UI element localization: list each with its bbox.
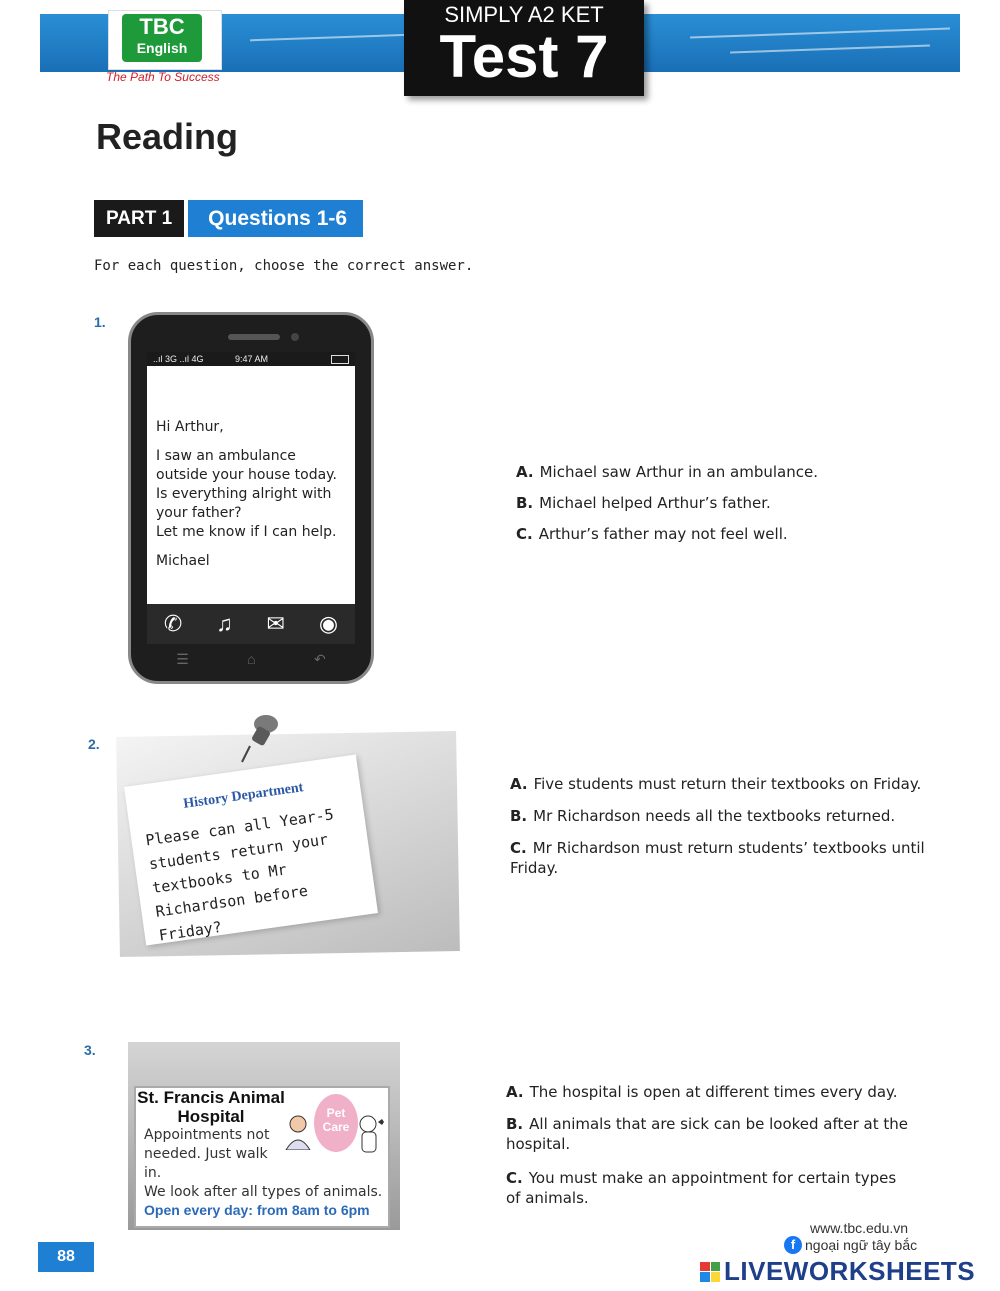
tagline: The Path To Success [106,70,220,84]
logo-line1: TBC [139,14,185,39]
sign-text-2: We look after all types of animals. [144,1184,383,1200]
doctor-icon [284,1114,312,1150]
status-time: 9:47 AM [235,354,269,364]
menu-icon: ☰ [176,650,189,667]
liveworksheets-watermark [700,1256,975,1287]
option-letter: A. [506,1083,524,1101]
phone-dock [147,604,355,644]
option-text: The hospital is open at different times every day. [529,1083,898,1101]
note-heading: History Department [182,780,305,812]
page-number: 88 [38,1242,94,1272]
banner-streak [690,27,950,38]
globe-icon: ◉ [318,611,339,636]
pet-care-logo: Pet Care [314,1094,358,1152]
option-text: Five students must return their textbooks on Friday. [533,775,922,793]
website-link[interactable]: www.tbc.edu.vn [810,1220,909,1236]
message-signature: Michael [156,553,210,569]
option-letter: B. [506,1115,524,1133]
phone-status-bar [147,352,355,366]
question-number-1: 1. [94,314,106,330]
option-text: All animals that are sick can be looked after at the hospital. [506,1115,909,1153]
option-text: Arthur’s father may not feel well. [538,525,788,543]
option-letter: C. [510,839,527,857]
sign-hours: Open every day: from 8am to 6pm [144,1202,370,1218]
page-title: Reading [96,116,239,157]
battery-icon [331,355,349,364]
liveworksheets-icon [700,1262,720,1282]
facebook-icon: f [784,1236,802,1254]
option-text: You must make an appointment for certain types of animals. [506,1169,897,1207]
sign-text-1: Appointments not needed. Just walk in. [144,1127,270,1181]
option-letter: A. [510,775,528,793]
question-number-2: 2. [88,736,100,752]
q2-option-b[interactable] [510,806,895,826]
pushpin-icon [240,710,284,766]
option-letter: B. [510,807,528,825]
dog-icon [356,1112,386,1156]
mail-icon: ✉ [266,611,285,636]
test-label: Test 7 [439,23,609,90]
home-icon: ⌂ [247,651,256,667]
phone-icon: ✆ [163,611,183,636]
q3-option-c[interactable] [506,1168,906,1208]
q1-option-c[interactable] [516,524,788,544]
instruction: For each question, choose the correct answer. [94,258,474,274]
test-title-box [404,0,644,96]
notice-note [124,754,378,945]
option-letter: C. [506,1169,523,1187]
option-text: Mr Richardson must return students’ textbooks until Friday. [510,839,925,877]
message-line: Is everything alright with your father? [156,486,332,521]
logo-line2: English [136,40,188,56]
option-letter: C. [516,525,533,543]
banner-streak [730,45,930,54]
note-body: Please can all Year-5 students return your textbooks to Mr Richardson before Friday? [144,805,335,945]
q2-option-a[interactable] [510,774,921,794]
q3-option-a[interactable] [506,1082,898,1102]
q1-option-a[interactable] [516,462,818,482]
message-line: Hi Arthur, [156,419,224,435]
option-text: Michael saw Arthur in an ambulance. [539,463,818,481]
phone-speaker [228,334,280,340]
message-line: Let me know if I can help. [156,524,337,540]
questions-label: Questions 1-6 [188,200,363,237]
message-line: I saw an ambulance outside your house today. [156,448,337,483]
option-letter: B. [516,494,534,512]
music-icon: ♫ [216,611,233,636]
option-letter: A. [516,463,534,481]
question-number-3: 3. [84,1042,96,1058]
series-label: SIMPLY A2 KET [444,2,604,27]
back-icon: ↶ [314,650,326,667]
facebook-link[interactable] [784,1236,917,1254]
q2-option-c[interactable] [510,838,930,878]
part-header [94,200,363,237]
option-text: Michael helped Arthur’s father. [539,494,771,512]
option-text: Mr Richardson needs all the textbooks returned. [533,807,896,825]
sign-title: St. Francis Animal Hospital [137,1088,285,1126]
q1-option-b[interactable] [516,493,771,513]
facebook-label: ngoại ngữ tây bắc [805,1237,918,1253]
phone-camera [291,333,299,341]
signal-icon: ..ıl 3G ..ıl 4G [153,354,204,364]
tbc-logo [122,14,202,62]
part-label: PART 1 [94,200,184,237]
q3-option-b[interactable] [506,1114,916,1154]
watermark-text: LIVEWORKSHEETS [724,1256,976,1286]
phone-nav-bar [147,646,355,672]
text-message [156,418,351,571]
